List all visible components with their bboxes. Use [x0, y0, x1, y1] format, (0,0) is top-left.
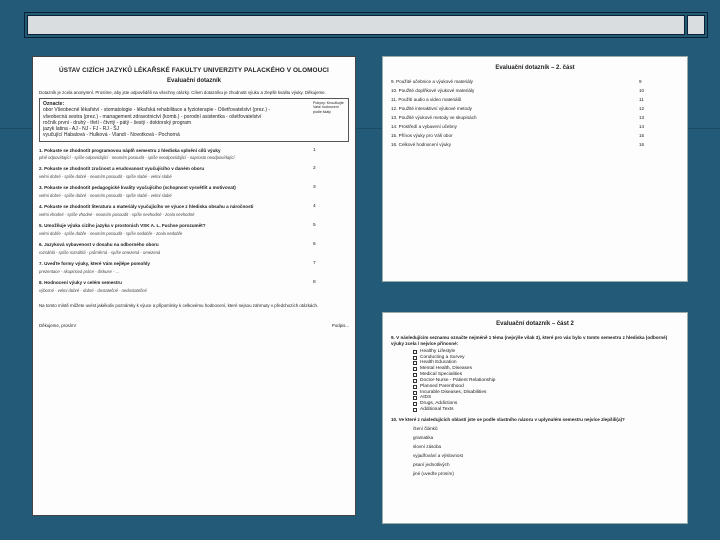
footer-thanks: Děkujeme, prosím!	[39, 322, 76, 328]
answer-scale: velmi dobře - spíše dobře - neumím posoudit - spíše nedobře - zcela nedobře	[39, 231, 183, 237]
questionnaire-page-1	[32, 56, 356, 516]
question-text: 5. Umožňuje výuka cizího jazyka v prostorách VSK A. L. Fuchse porozumět?	[39, 223, 206, 229]
respondent-field-line: obor Všeobecné lékařství - stomatologie - lékařská rehabilitace a fyzioterapie - Ošetřovatelství (prez.) -	[43, 107, 271, 114]
question-row	[39, 166, 349, 179]
questionnaire-page-3	[382, 312, 688, 524]
checkbox	[413, 391, 417, 395]
respondent-info-fields	[43, 101, 309, 139]
question-body	[39, 185, 313, 198]
answer-scale: plně odpovídající - spíše odpovídající - neumím posoudit - spíše neodpovídající - naprosto neodpovídající	[39, 155, 235, 161]
page-footer	[39, 323, 349, 329]
answer-scale: velmi dobré - spíše dobré - neumím posoudit - spíše slabé - velmi slabé	[39, 193, 172, 199]
improvement-option: slovní zásoba	[413, 443, 442, 449]
checkbox	[413, 379, 417, 383]
answer-scale: rozsáhlá - spíše rozsáhlá - průměrná - spíše omezená - omezená	[39, 250, 161, 256]
question-row	[39, 223, 349, 236]
answer-blank: 7	[313, 261, 316, 267]
page-2-item-number: 10	[639, 87, 645, 93]
checkbox	[413, 361, 417, 365]
topic-checklist	[391, 349, 679, 413]
page-3-title: Evaluační dotazník – část 2	[496, 321, 574, 327]
page-2-item	[391, 79, 679, 85]
topic-label: Planned Parenthood	[420, 383, 464, 389]
question-body	[39, 261, 313, 274]
page-2-item-number: 13	[639, 114, 645, 120]
page-2-item	[391, 106, 679, 112]
answer-blank: 1	[313, 147, 316, 153]
question-text: 6. Jazyková vybavenost v dosahu na odborného oboru	[39, 242, 159, 248]
question-body	[39, 223, 313, 236]
page-2-title: Evaluační dotazník – 2. část	[495, 65, 575, 71]
topic-label: Healthy Lifestyle	[420, 348, 456, 354]
checkbox	[413, 367, 417, 371]
page-2-item-text: 13. Použité výukové metody ve skupinách	[391, 114, 477, 120]
topic-label: Conducting a Survey	[420, 354, 465, 360]
topic-label: Medical Specialities	[420, 372, 463, 378]
checkbox	[413, 402, 417, 406]
improvement-option: jiné (uveďte prosím)	[413, 470, 454, 476]
page-2-items	[391, 79, 679, 148]
questionnaire-page-2	[382, 56, 688, 282]
topic-label: Mental Health, Diseases	[420, 366, 472, 372]
answer-scale: velmi dobré - spíše dobré - neumím posoudit - spíše slabé - velmi slabé	[39, 174, 172, 180]
question-text: 8. Hodnocení výuky v celém semestru	[39, 280, 122, 286]
title-bar	[24, 12, 708, 38]
respondent-field-line: jazyk latina - AJ - NJ - FJ - RJ - ŠJ	[43, 126, 120, 132]
question-text: 2. Pokuste se zhodnotit zručnost a erudovanost vyučujícího v daném oboru	[39, 166, 205, 172]
question-body	[39, 280, 313, 293]
closing-text: Na tomto místě můžete uvést jakékoliv poznámky k výuce a připomínky k celkovému hodnocení, které nejsou zahrnuty v předchozích otázkách.	[39, 303, 319, 309]
page-2-item-text: 15. Přínos výuky pro Váš obor	[391, 132, 453, 138]
question-text: 4. Pokuste se zhodnotit literaturu a materiály vyučujícího ve výuce z hlediska obsahu a náročnosti	[39, 204, 254, 210]
title-bar-end-box	[687, 15, 705, 35]
question-body	[39, 242, 313, 255]
topic-label: Health Education	[420, 360, 457, 366]
respondent-field-line: Oznacte:	[43, 101, 65, 107]
checkbox	[413, 385, 417, 389]
page-2-item	[391, 115, 679, 121]
question-text: 1. Pokuste se zhodnotit programovou náplň semestru z hlediska splnění cílů výuky	[39, 147, 221, 153]
question-row	[39, 280, 349, 293]
page-2-item	[391, 133, 679, 139]
question-list	[39, 148, 349, 294]
page-2-item	[391, 88, 679, 94]
page-title: Evaluační dotazník	[166, 78, 221, 84]
checkbox	[413, 350, 417, 354]
answer-blank: 6	[313, 242, 316, 248]
question-row	[39, 261, 349, 274]
answer-blank: 8	[313, 280, 316, 286]
page-2-item	[391, 124, 679, 130]
topic-label: AIDS	[420, 395, 432, 401]
respondent-field-line: všeobecná sestra (prez.) - management zdravotnictví (komb.) - porodní asistentka - ošetřovatelství	[43, 113, 262, 120]
page-2-item-number: 12	[639, 105, 645, 111]
intro-text: Dotazník je zcela anonymní. Prosíme, aby jste odpověděli na všechny otázky. Cílem dotazníku je zhodnotit výuku a zlepšit kvalitu výuky. Děkujeme.	[39, 89, 326, 95]
improvement-option: gramatika	[413, 434, 434, 440]
checkbox	[413, 356, 417, 360]
question-row	[39, 185, 349, 198]
improvement-options	[391, 426, 679, 477]
improvement-option: psaní jednotlivých	[413, 461, 450, 467]
page-2-item-text: 11. Použití audio a video materiálů	[391, 96, 462, 102]
answer-blank: 3	[313, 185, 316, 191]
question-body	[39, 148, 313, 161]
answer-scale: výborné - velmi dobré - dobré - dostatečné - nedostatečné	[39, 288, 147, 294]
page-2-item-number: 16	[639, 141, 645, 147]
question-text: 7. Uveďte formy výuky, které Vám nejlépe pomohly	[39, 261, 150, 267]
question-row	[39, 148, 349, 161]
answer-scale: velmi vhodné - spíše vhodné - neumím posoudit - spíše nevhodné - zcela nevhodné	[39, 212, 195, 218]
answer-blank: 5	[313, 223, 316, 229]
title-bar-field	[27, 15, 685, 35]
topic-label: Incurable Diseases, Disabilities	[420, 389, 487, 395]
page-2-item	[391, 97, 679, 103]
page-2-item-text: 9. Použité učebnice a výukové materiály	[391, 78, 473, 84]
question-body	[39, 166, 313, 179]
answer-blank: 4	[313, 204, 316, 210]
question-body	[39, 204, 313, 217]
page-2-item-text: 14. Prostředí a vybavení učebny	[391, 123, 457, 129]
topic-label: Additional Texts	[420, 407, 454, 413]
answer-scale: prezentace - skupinová práce - diskuse - ...	[39, 269, 120, 275]
institution-header: ÚSTAV CIZÍCH JAZYKŮ LÉKAŘSKÉ FAKULTY UNIVERZITY PALACKÉHO V OLOMOUCI	[59, 67, 329, 74]
respondent-field-line: vyučující Habalová - Hulková - Vlandi - Novotková - Pochorná	[43, 132, 180, 139]
page-2-item	[391, 142, 679, 148]
page-2-item-number: 9	[639, 78, 642, 84]
instructions-note: Pokyny: Kroužkujte Vaše hodnocení podle škály	[313, 101, 344, 114]
respondent-field-line: ročník prvni - druhý - třetí - čtvrtý - pátý - šestý - doktorský program	[43, 119, 192, 126]
page-2-item-text: 12. Použité interaktivní výukové metody	[391, 105, 472, 111]
respondent-info-box	[39, 98, 349, 142]
topic-item	[413, 407, 679, 413]
question-row	[39, 242, 349, 255]
page-2-item-text: 10. Použité doplňkové výukové materiály	[391, 87, 475, 93]
page-2-item-number: 15	[639, 132, 645, 138]
improvement-option: vyjadřování a výslovnost	[413, 452, 464, 458]
checkbox	[413, 396, 417, 400]
topic-label: Doctor-Nurse - Patient Relationship	[420, 377, 496, 383]
question-text: 3. Pokuste se zhodnotit pedagogické kvality vyučujícího (schopnost vysvětlit a motivovat)	[39, 185, 236, 191]
page-2-item-number: 14	[639, 123, 645, 129]
page-2-item-text: 16. Celkové hodnocení výuky	[391, 141, 452, 147]
page-2-item-number: 11	[639, 96, 644, 102]
question-row	[39, 204, 349, 217]
topic-label: Drugs, Addictions	[420, 401, 458, 407]
question-10: 10. Ve které z následujících oblastí jste se podle vlastního názoru v uplynulém semestru nejvíce zlepšili(a)?	[391, 417, 625, 423]
footer-signature: Podpis...	[331, 322, 349, 328]
improvement-option: čtení článků	[413, 425, 438, 431]
checkbox	[413, 373, 417, 377]
answer-blank: 2	[313, 166, 316, 172]
question-9: 9. V následujícím seznamu označte nejméně 1 téma (nejvýše však 3), které pro vás bylo v tomto semestru z hlediska (odborné) výuky zcela / nejvíce přínosné:	[391, 334, 668, 346]
checkbox	[413, 408, 417, 412]
